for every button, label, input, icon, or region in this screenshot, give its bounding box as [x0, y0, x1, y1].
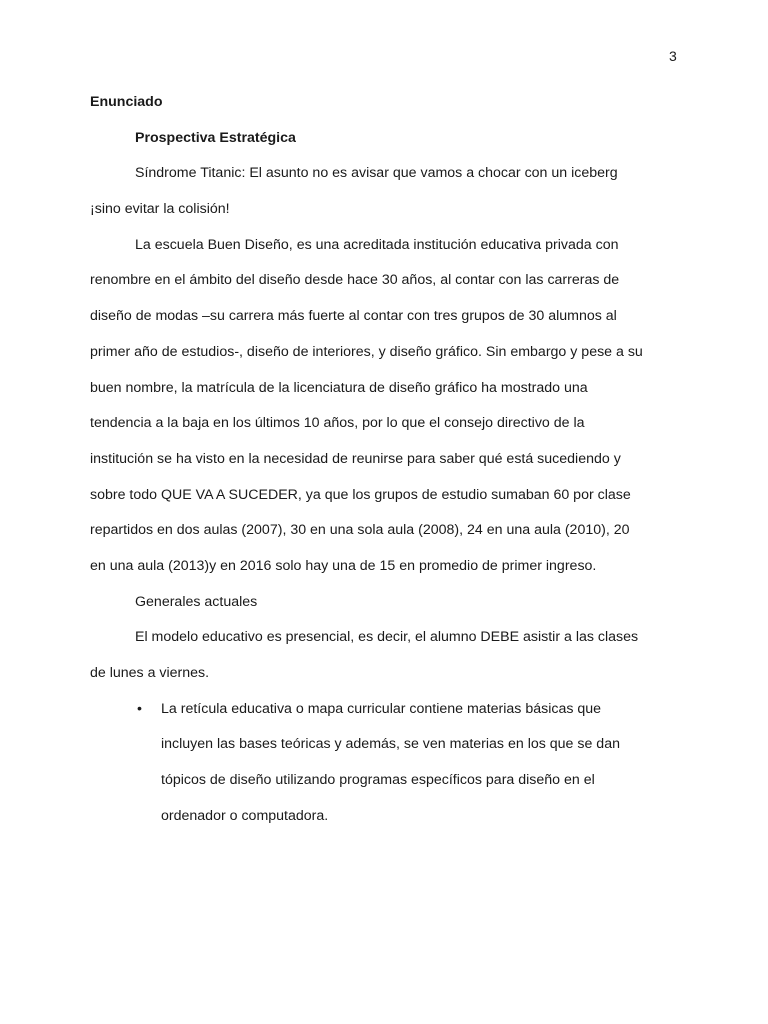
- paragraph-line: El modelo educativo es presencial, es decir, el alumno DEBE asistir a las clases: [135, 629, 639, 646]
- paragraph-line: ¡sino evitar la colisión!: [90, 201, 230, 218]
- bullet-item: [90, 697, 682, 733]
- paragraph-line: Síndrome Titanic: El asunto no es avisar que vamos a chocar con un iceberg: [135, 165, 618, 182]
- section-heading: Generales actuales: [135, 593, 258, 610]
- paragraph-line: diseño de modas –su carrera más fuerte al contar con tres grupos de 30 alumnos al: [90, 308, 617, 325]
- paragraph-line: repartidos en dos aulas (2007), 30 en una sola aula (2008), 24 en una aula (2010), 20: [90, 522, 630, 539]
- paragraph-line: sobre todo QUE VA A SUCEDER, ya que los grupos de estudio sumaban 60 por clase: [90, 486, 631, 503]
- bullet-icon: •: [137, 700, 142, 717]
- document-body: [90, 90, 682, 839]
- bullet-continuation: [90, 732, 682, 768]
- bullet-line: ordenador o computadora.: [161, 807, 329, 824]
- heading: Enunciado: [90, 94, 163, 110]
- paragraph-line: de lunes a viernes.: [90, 665, 210, 681]
- bullet-line: La retícula educativa o mapa curricular contiene materias básicas que: [161, 700, 602, 717]
- page-number: 3: [669, 48, 677, 64]
- paragraph-line: institución se ha visto en la necesidad de reunirse para saber qué está sucediendo y: [90, 450, 621, 467]
- bullet-line: incluyen las bases teóricas y además, se ven materias en los que se dan: [161, 736, 620, 753]
- bullet-list: [90, 697, 682, 840]
- subheading: Prospectiva Estratégica: [135, 129, 296, 146]
- paragraph-line: tendencia a la baja en los últimos 10 años, por lo que el consejo directivo de la: [90, 415, 585, 432]
- paragraph-line: primer año de estudios-, diseño de interiores, y diseño gráfico. Sin embargo y pese a su: [90, 343, 643, 360]
- bullet-line: tópicos de diseño utilizando programas específicos para diseño en el: [161, 772, 595, 789]
- bullet-continuation: [90, 768, 682, 804]
- paragraph-line: renombre en el ámbito del diseño desde hace 30 años, al contar con las carreras de: [90, 272, 620, 289]
- paragraph-line: buen nombre, la matrícula de la licenciatura de diseño gráfico ha mostrado una: [90, 379, 588, 396]
- bullet-continuation: [90, 804, 682, 840]
- paragraph-line: en una aula (2013)y en 2016 solo hay una de 15 en promedio de primer ingreso.: [90, 557, 597, 574]
- paragraph-line: La escuela Buen Diseño, es una acreditada institución educativa privada con: [135, 236, 619, 253]
